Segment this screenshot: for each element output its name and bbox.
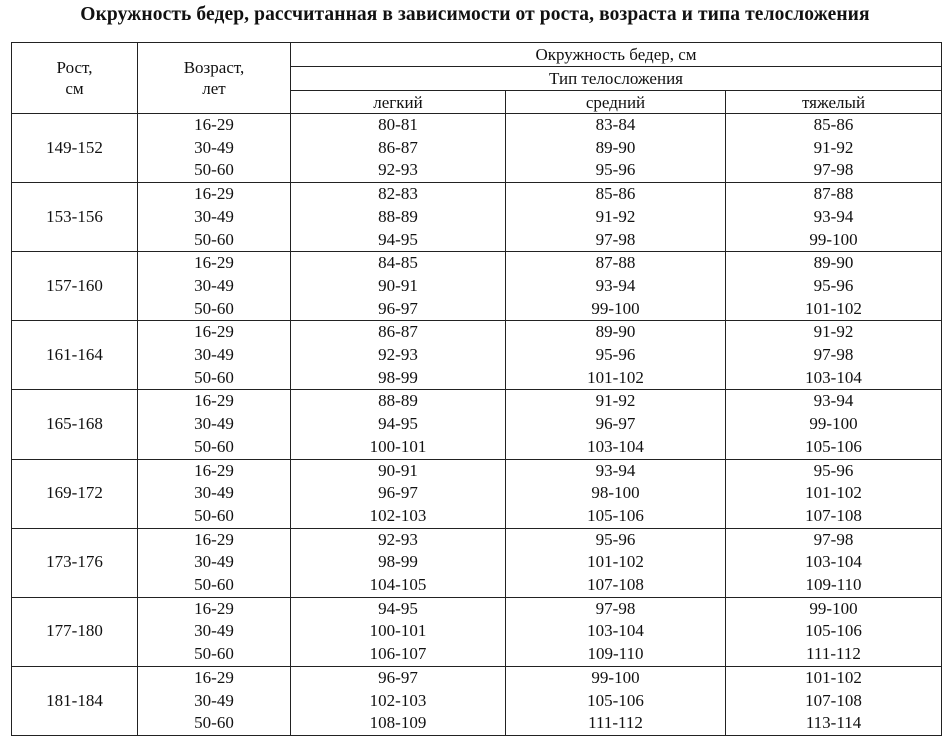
cell-heavy: 93-94 99-100 105-106	[726, 390, 942, 459]
table-row	[12, 528, 942, 597]
cell-light: 80-81 86-87 92-93	[291, 114, 506, 183]
cell-heavy: 85-86 91-92 97-98	[726, 114, 942, 183]
cell-heavy: 101-102 107-108 113-114	[726, 666, 942, 735]
cell-light: 82-83 88-89 94-95	[291, 183, 506, 252]
table-row	[12, 183, 942, 252]
cell-ages: 16-29 30-49 50-60	[138, 666, 291, 735]
cell-ages: 16-29 30-49 50-60	[138, 183, 291, 252]
cell-medium: 83-84 89-90 95-96	[506, 114, 726, 183]
cell-ages: 16-29 30-49 50-60	[138, 390, 291, 459]
header-age: Возраст, лет	[138, 43, 291, 114]
cell-light: 88-89 94-95 100-101	[291, 390, 506, 459]
cell-ages: 16-29 30-49 50-60	[138, 597, 291, 666]
cell-medium: 99-100 105-106 111-112	[506, 666, 726, 735]
cell-medium: 93-94 98-100 105-106	[506, 459, 726, 528]
table-body	[12, 114, 942, 736]
table-row	[12, 666, 942, 735]
cell-ages: 16-29 30-49 50-60	[138, 114, 291, 183]
cell-light: 86-87 92-93 98-99	[291, 321, 506, 390]
cell-medium: 97-98 103-104 109-110	[506, 597, 726, 666]
cell-light: 84-85 90-91 96-97	[291, 252, 506, 321]
header-type-heavy: тяжелый	[726, 91, 942, 114]
cell-heavy: 97-98 103-104 109-110	[726, 528, 942, 597]
header-height: Рост, см	[12, 43, 138, 114]
table-row	[12, 114, 942, 183]
cell-height: 169-172	[12, 459, 138, 528]
table-row	[12, 252, 942, 321]
cell-height: 173-176	[12, 528, 138, 597]
cell-height: 161-164	[12, 321, 138, 390]
cell-heavy: 87-88 93-94 99-100	[726, 183, 942, 252]
cell-medium: 87-88 93-94 99-100	[506, 252, 726, 321]
table-row	[12, 597, 942, 666]
cell-height: 181-184	[12, 666, 138, 735]
hip-circumference-table	[11, 42, 942, 736]
cell-height: 177-180	[12, 597, 138, 666]
header-body-type-group: Тип телосложения	[291, 67, 942, 91]
cell-light: 96-97 102-103 108-109	[291, 666, 506, 735]
table-row	[12, 390, 942, 459]
cell-ages: 16-29 30-49 50-60	[138, 528, 291, 597]
cell-medium: 89-90 95-96 101-102	[506, 321, 726, 390]
cell-heavy: 99-100 105-106 111-112	[726, 597, 942, 666]
cell-light: 90-91 96-97 102-103	[291, 459, 506, 528]
cell-height: 165-168	[12, 390, 138, 459]
cell-medium: 91-92 96-97 103-104	[506, 390, 726, 459]
header-type-medium: средний	[506, 91, 726, 114]
cell-light: 92-93 98-99 104-105	[291, 528, 506, 597]
cell-medium: 85-86 91-92 97-98	[506, 183, 726, 252]
header-hip-group: Окружность бедер, см	[291, 43, 942, 67]
header-type-light: легкий	[291, 91, 506, 114]
cell-light: 94-95 100-101 106-107	[291, 597, 506, 666]
cell-heavy: 95-96 101-102 107-108	[726, 459, 942, 528]
cell-medium: 95-96 101-102 107-108	[506, 528, 726, 597]
table-row	[12, 321, 942, 390]
cell-ages: 16-29 30-49 50-60	[138, 252, 291, 321]
cell-height: 157-160	[12, 252, 138, 321]
table-row	[12, 459, 942, 528]
cell-height: 153-156	[12, 183, 138, 252]
cell-ages: 16-29 30-49 50-60	[138, 459, 291, 528]
cell-heavy: 91-92 97-98 103-104	[726, 321, 942, 390]
cell-heavy: 89-90 95-96 101-102	[726, 252, 942, 321]
cell-height: 149-152	[12, 114, 138, 183]
table-header	[12, 43, 942, 114]
page-title: Окружность бедер, рассчитанная в зависимости от роста, возраста и типа телосложения	[80, 4, 870, 25]
cell-ages: 16-29 30-49 50-60	[138, 321, 291, 390]
